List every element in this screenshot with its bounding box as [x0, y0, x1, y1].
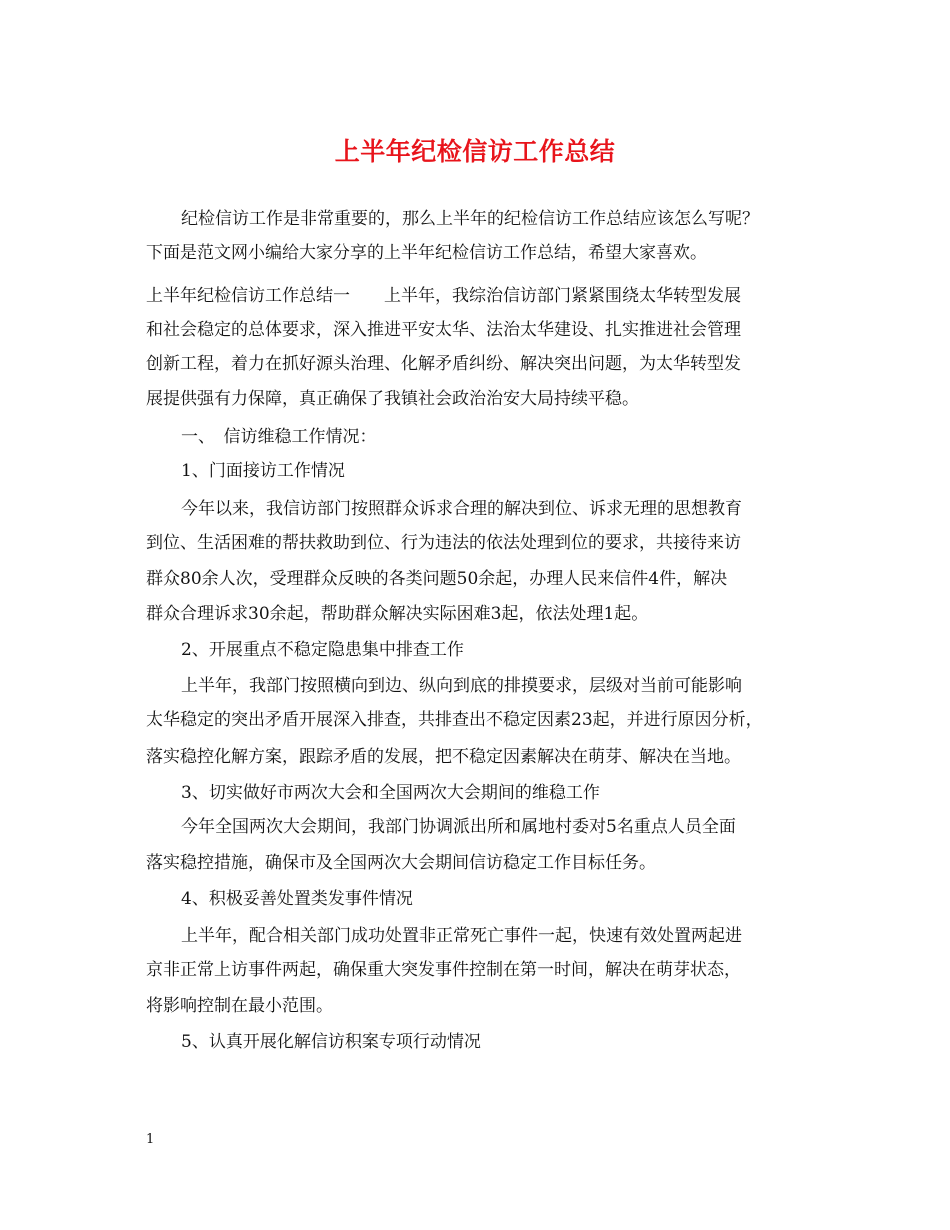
paragraph-line: 创新工程，着力在抓好源头治理、化解矛盾纠纷、解决突出问题，为太华转型发 — [146, 354, 741, 374]
paragraph-line: 今年全国两次大会期间，我部门协调派出所和属地村委对5名重点人员全面 — [181, 817, 736, 837]
paragraph-line: 上半年，配合相关部门成功处置非正常死亡事件一起，快速有效处置两起进 — [181, 926, 742, 946]
paragraph-line: 落实稳控措施，确保市及全国两次大会期间信访稳定工作目标任务。 — [146, 853, 656, 873]
paragraph-line: 上半年纪检信访工作总结一 上半年，我综治信访部门紧紧围绕太华转型发展 — [146, 286, 741, 306]
paragraph-line: 太华稳定的突出矛盾开展深入排查，共排查出不稳定因素23起，并进行原因分析， — [146, 710, 763, 730]
paragraph-line: 上半年，我部门按照横向到边、纵向到底的排摸要求，层级对当前可能影响 — [181, 676, 742, 696]
page-number: 1 — [146, 1132, 155, 1147]
subsection-heading: 2、开展重点不稳定隐患集中排查工作 — [181, 640, 464, 660]
subsection-heading: 5、认真开展化解信访积案专项行动情况 — [181, 1032, 481, 1052]
subsection-heading: 4、积极妥善处置类发事件情况 — [181, 889, 413, 909]
paragraph-line: 纪检信访工作是非常重要的，那么上半年的纪检信访工作总结应该怎么写呢？ — [181, 209, 759, 229]
paragraph-line: 到位、生活困难的帮扶救助到位、行为违法的依法处理到位的要求，共接待来访 — [146, 533, 741, 553]
paragraph-line: 京非正常上访事件两起，确保重大突发事件控制在第一时间，解决在萌芽状态， — [146, 960, 741, 980]
paragraph-line: 将影响控制在最小范围。 — [146, 996, 333, 1016]
paragraph-line: 今年以来，我信访部门按照群众诉求合理的解决到位、诉求无理的思想教育 — [181, 499, 742, 519]
paragraph-line: 群众合理诉求30余起，帮助群众解决实际困难3起，依法处理1起。 — [146, 604, 649, 624]
subsection-heading: 3、切实做好市两次大会和全国两次大会期间的维稳工作 — [181, 783, 600, 803]
paragraph-line: 和社会稳定的总体要求，深入推进平安太华、法治太华建设、扎实推进社会管理 — [146, 320, 741, 340]
paragraph-line: 下面是范文网小编给大家分享的上半年纪检信访工作总结，希望大家喜欢。 — [146, 243, 707, 263]
paragraph-line: 群众80余人次，受理群众反映的各类问题50余起，办理人民来信件4件，解决 — [146, 569, 728, 589]
section-heading: 一、 信访维稳工作情况： — [181, 427, 377, 447]
page-title: 上半年纪检信访工作总结 — [334, 137, 616, 166]
paragraph-line: 落实稳控化解方案，跟踪矛盾的发展，把不稳定因素解决在萌芽、解决在当地。 — [146, 747, 741, 767]
paragraph-line: 展提供强有力保障，真正确保了我镇社会政治治安大局持续平稳。 — [146, 389, 639, 409]
subsection-heading: 1、门面接访工作情况 — [181, 461, 345, 481]
